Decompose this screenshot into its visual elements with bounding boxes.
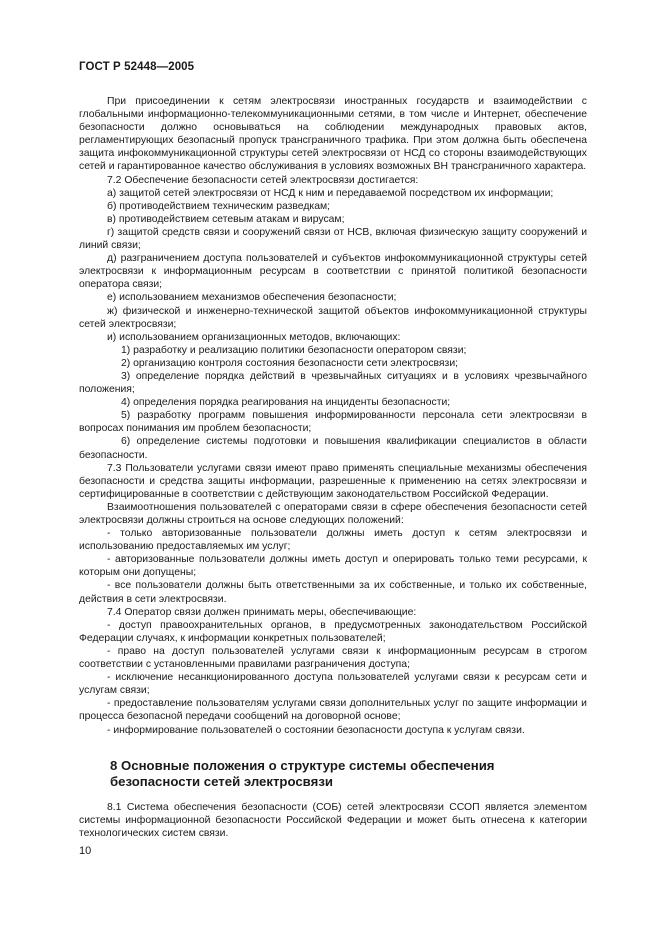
paragraph: 7.3 Пользователи услугами связи имеют право применять специальные механизмы обеспечения безопасности и средства защиты информации, разрешенные к применению на сетях электросвязи и сертифицированные в соответствии с действующим законодательством Российской Федерации. [79,462,587,500]
paragraph: е) использованием механизмов обеспечения безопасности; [107,292,397,304]
paragraph: 5) разработку программ повышения информированности персонала сети электросвязи в вопросах понимания им проблем безопасности; [79,410,587,435]
document-header: ГОСТ Р 52448—2005 [79,61,195,73]
paragraph: а) защитой сетей электросвязи от НСД к ним и передаваемой посредством их информации; [107,187,554,199]
paragraph: 8.1 Система обеспечения безопасности (СОБ) сетей электросвязи ССОП является элементом системы информационной безопасности Российской Федерации и может быть отнесена к категории технологических систем связи. [79,802,587,840]
paragraph: б) противодействием техническим разведкам; [107,200,331,212]
paragraph: Взаимоотношения пользователей с операторами связи в сфере обеспечения безопасности сетей электросвязи должны строиться на основе следующих положений: [79,501,587,526]
paragraph: - право на доступ пользователей услугами связи к информационным ресурсам в строгом соответствии с установленными правилами разграничения доступа; [79,645,587,671]
paragraph: - авторизованные пользователи должны иметь доступ и оперировать только теми ресурсами, к которым они допущены; [79,554,587,579]
paragraph: 7.2 Обеспечение безопасности сетей электросвязи достигается: [107,174,419,186]
paragraph: 6) определение системы подготовки и повышения квалификации специалистов в области безопасности. [79,436,587,461]
paragraph: 3) определение порядка действий в чрезвычайных ситуациях и в условиях чрезвычайного положения; [79,370,587,396]
paragraph: 2) организацию контроля состояния безопасности сети электросвязи; [121,357,459,369]
section-heading: 8 Основные положения о структуре системы обеспечения безопасности сетей электросвязи [110,758,495,789]
paragraph: - все пользователи должны быть ответственными за их собственные, и только их собственные, действия в сети электросвязи. [79,580,587,605]
paragraph: 1) разработку и реализацию политики безопасности оператором связи; [121,344,467,356]
paragraph: г) защитой средств связи и сооружений связи от НСВ, включая физическую защиту сооружений и линий связи; [79,226,587,252]
paragraph: 4) определения порядка реагирования на инциденты безопасности; [121,397,451,409]
document-body [79,95,587,737]
paragraph: - предоставление пользователям услугами связи дополнительных услуг по защите информации и процесса безопасной передачи сообщений на договорной основе; [79,698,587,723]
paragraph: и) использованием организационных методов, включающих: [107,331,401,343]
section-body [79,801,587,840]
paragraph: - только авторизованные пользователи должны иметь доступ к сетям электросвязи и использованию предоставляемых им услуг; [79,528,587,553]
paragraph: в) противодействием сетевым атакам и вирусам; [107,213,345,225]
paragraph: - исключение несанкционированного доступа пользователей услугами связи к ресурсам сети и услугам связи; [79,672,587,697]
paragraph: - информирование пользователей о состоянии безопасности доступа к услугам связи. [107,724,525,736]
paragraph: 7.4 Оператор связи должен принимать меры, обеспечивающие: [107,606,417,618]
paragraph: При присоединении к сетям электросвязи иностранных государств и взаимодействии с глобальными информационно-телекоммуникационными сетями, в том числе и Интернет, обеспечение безопасности должно основываться на соблюдении международных правовых актов, регламентирующих безопасный пропуск трансграничного трафика. При этом должна быть обеспечена защита инфокоммуникационной структуры сетей электросвязи от НСД со стороны взаимодействующих сетей и гарантированное качество обслуживания в условиях возможных ВН трансграничного характера. [79,96,587,173]
page-number: 10 [79,845,92,857]
paragraph: д) разграничением доступа пользователей и субъектов инфокоммуникационной структуры сетей электросвязи к информационным ресурсам в соответствии с принятой политикой безопасности оператора связи; [79,253,587,291]
paragraph: - доступ правоохранительных органов, в предусмотренных законодательством Российской Федерации случаях, к информации конкретных пользователей; [79,619,587,644]
paragraph: ж) физической и инженерно-технической защитой объектов инфокоммуникационной структуры сетей электросвязи; [79,305,587,330]
